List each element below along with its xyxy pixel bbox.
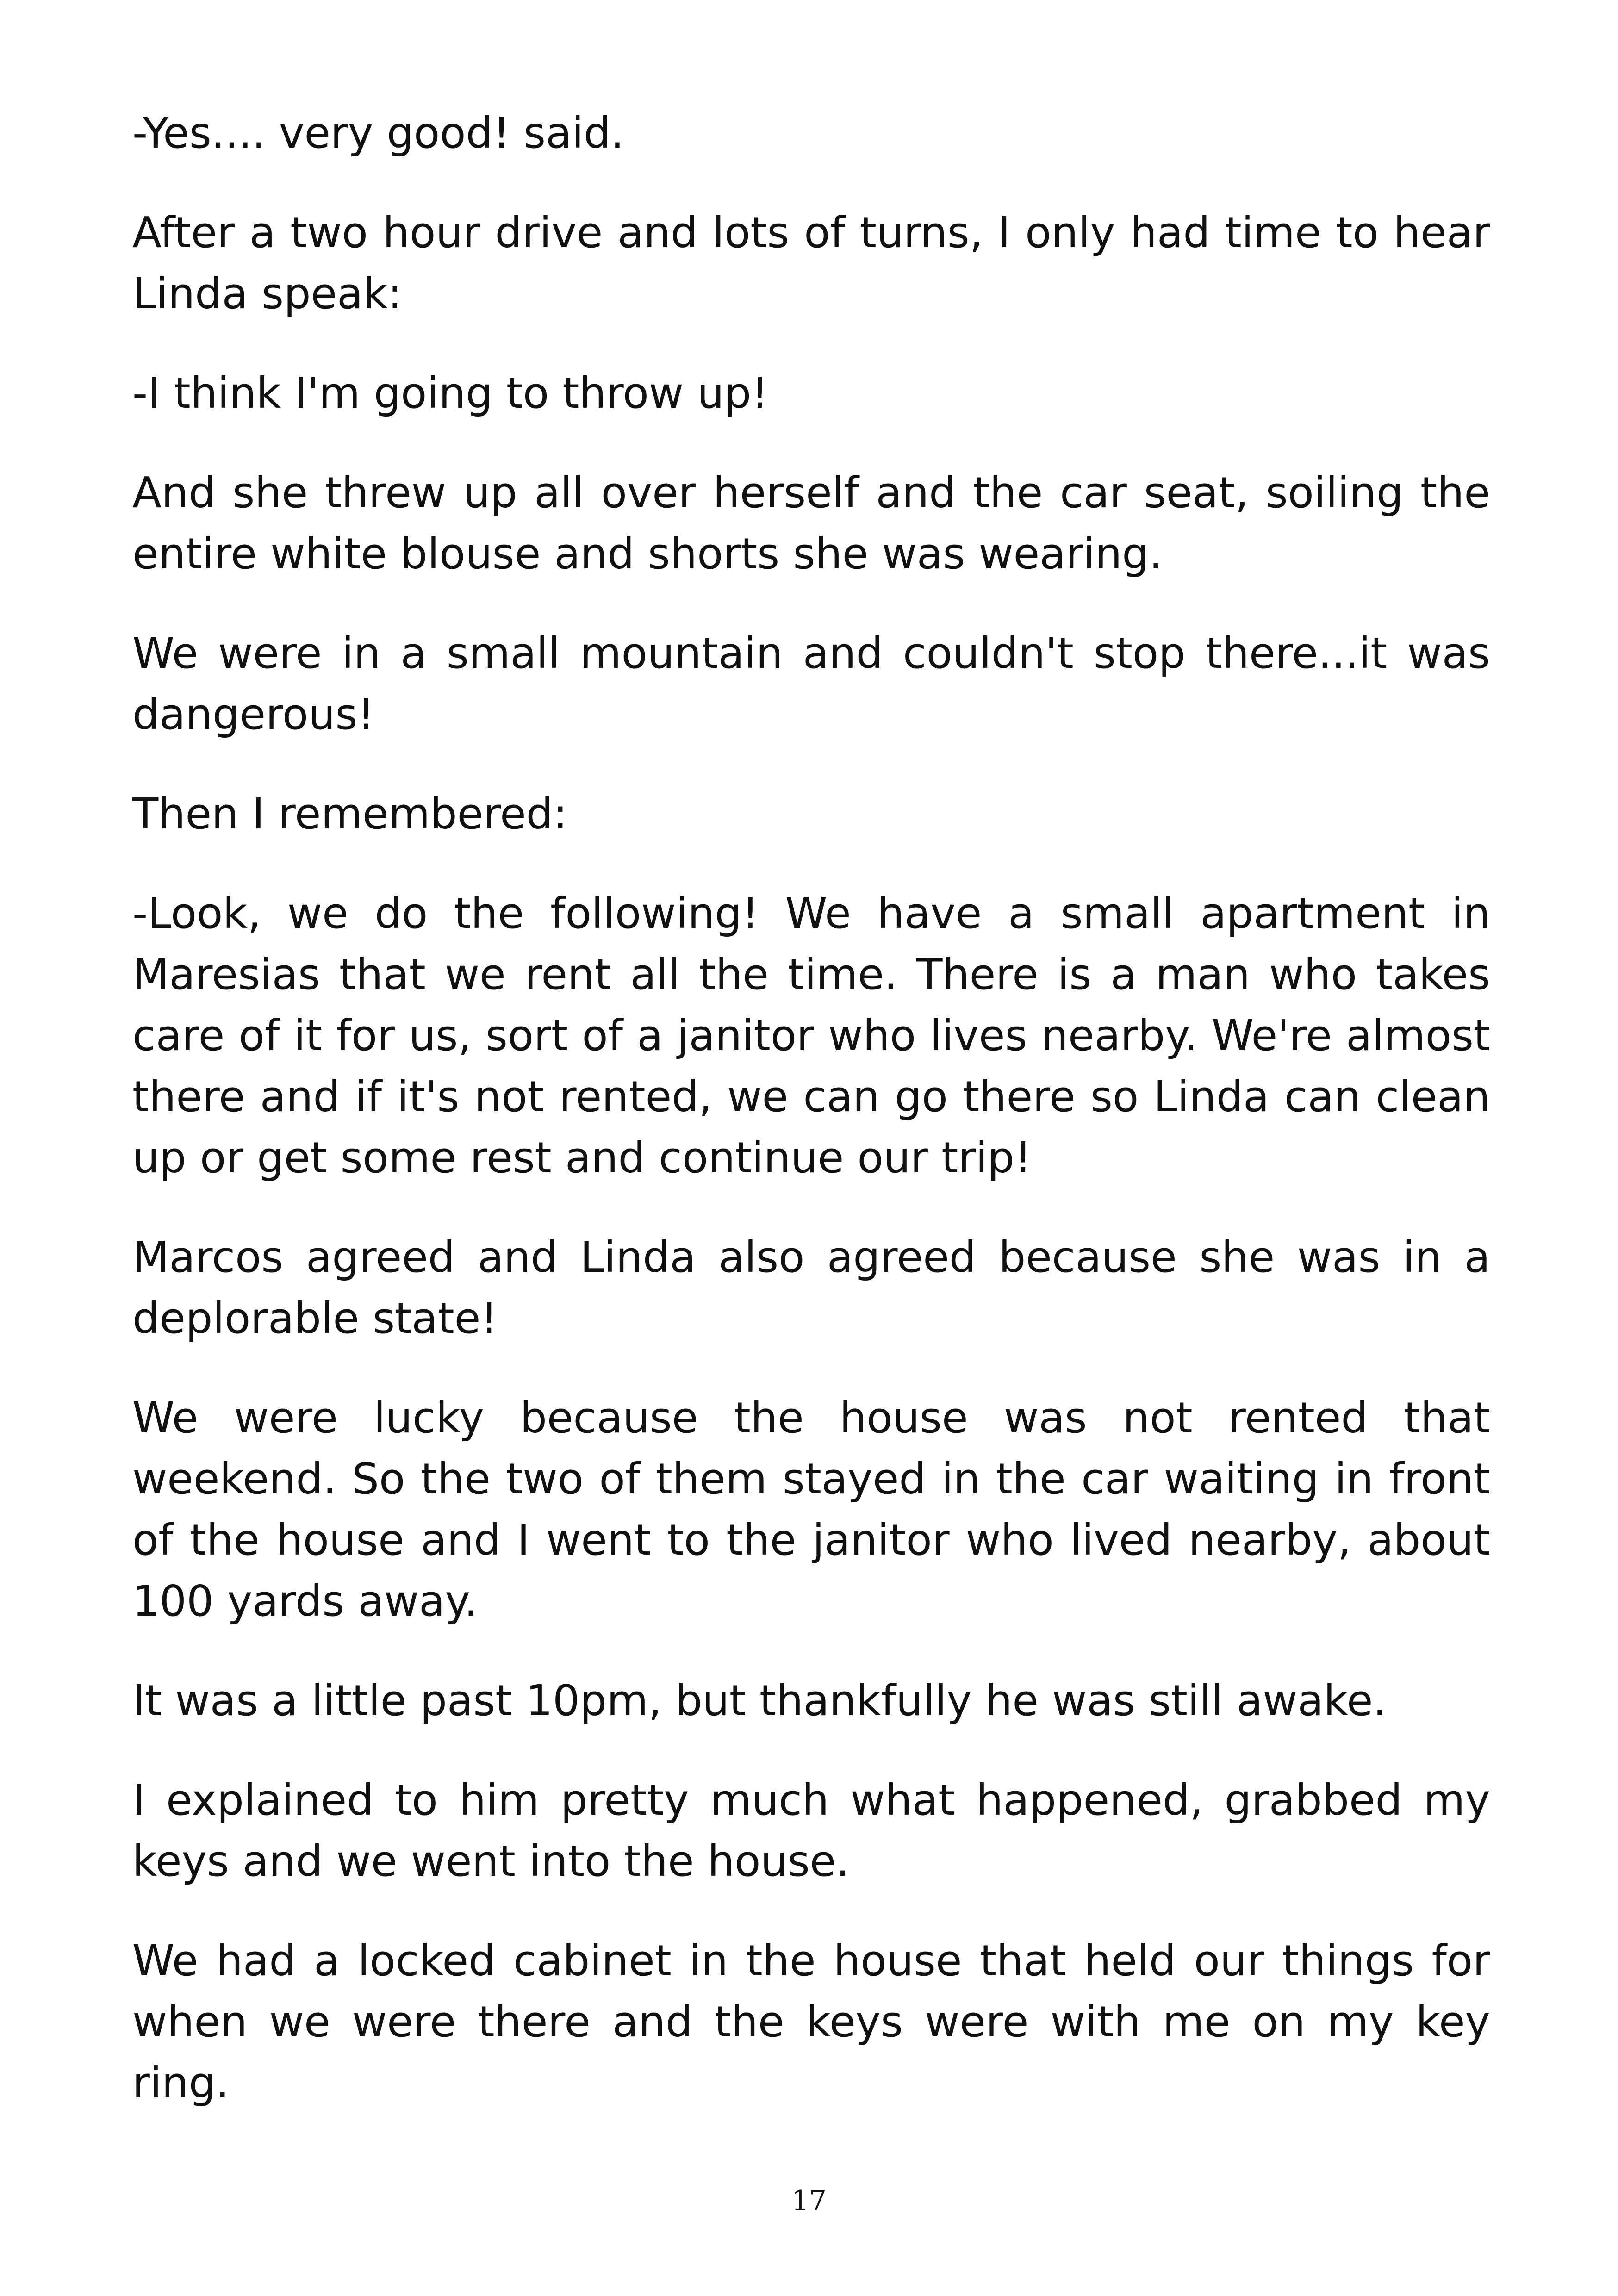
paragraph-5: We were in a small mountain and couldn't stop there...it was dangerous!: [132, 628, 1490, 739]
paragraph-11: I explained to him pretty much what happened, grabbed my keys and we went into the house.: [132, 1775, 1490, 1886]
paragraph-10: It was a little past 10pm, but thankfully he was still awake.: [132, 1676, 1387, 1725]
paragraph-6: Then I remembered:: [132, 789, 568, 839]
paragraph-8: Marcos agreed and Linda also agreed because she was in a deplorable state!: [132, 1232, 1490, 1343]
paragraph-2: After a two hour drive and lots of turns, I only had time to hear Linda speak:: [132, 208, 1490, 318]
paragraph-3: -I think I'm going to throw up!: [132, 368, 768, 418]
paragraph-9: We were lucky because the house was not rented that weekend. So the two of them stayed in the car waiting in front of the house and I went to the janitor who lived nearby, about 100 yards away.: [132, 1393, 1490, 1626]
page-number: 17: [791, 2184, 827, 2217]
paragraph-4: And she threw up all over herself and the car seat, soiling the entire white blouse and shorts she was wearing.: [132, 468, 1490, 579]
paragraph-12: We had a locked cabinet in the house that held our things for when we were there and the keys were with me on my key ring.: [132, 1936, 1490, 2108]
paragraph-7: -Look, we do the following! We have a small apartment in Maresias that we rent all the time. There is a man who takes care of it for us, sort of a janitor who lives nearby. We're almost there and if it's not rented, we can go there so Linda can clean up or get some rest and continue our trip!: [132, 889, 1490, 1182]
paragraph-1: -Yes.... very good! said.: [132, 108, 624, 158]
page-body: [132, 103, 1490, 2152]
